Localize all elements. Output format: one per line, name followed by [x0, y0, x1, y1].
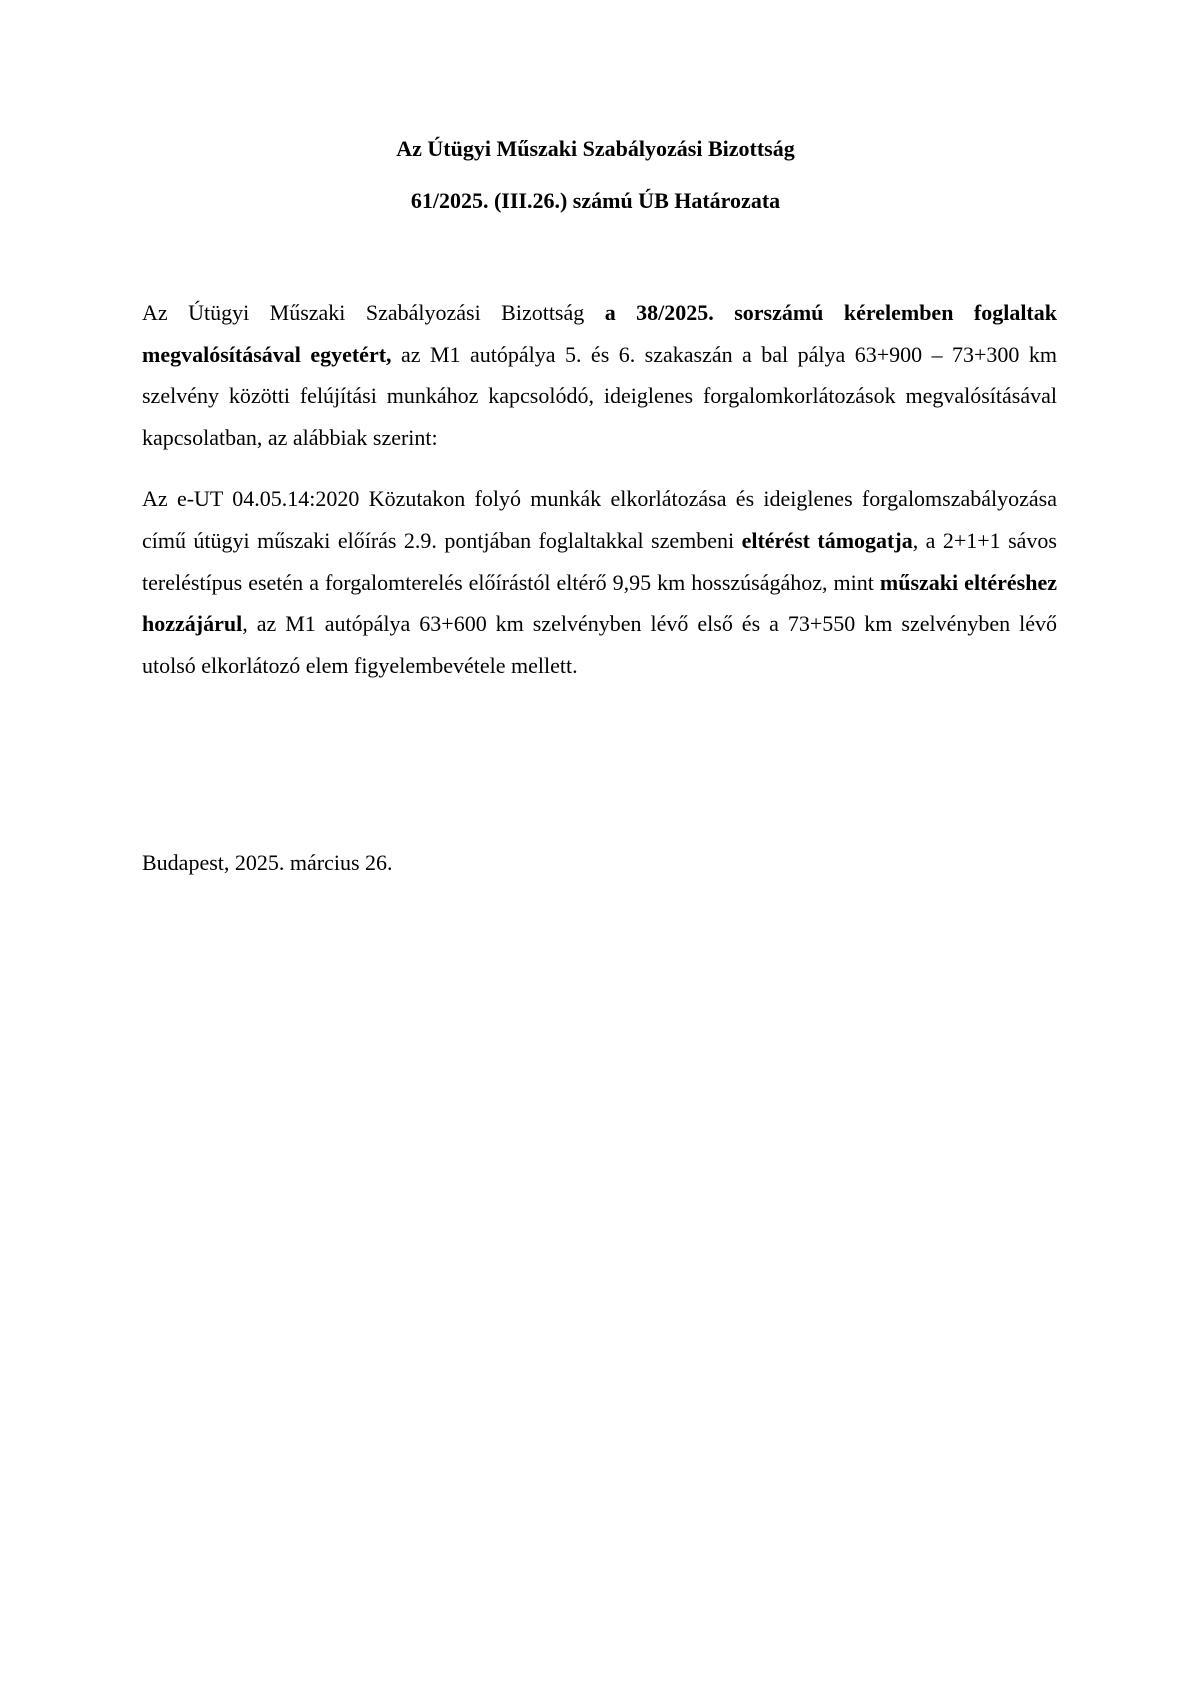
paragraph-decision	[142, 292, 1057, 458]
paragraph-text: , az M1 autópálya 63+600 km szelvényben lévő első és a 73+550 km szelvényben lévő utolsó elkorlátozó elem figyelembevétele mellett.	[142, 611, 1057, 678]
paragraph-text: Az e-UT 04.05.14:2020 Közutakon folyó munkák elkorlátozása és ideiglenes forgalomszabályozása című útügyi műszaki előírás 2.9. pontjában foglaltakkal szembeni	[142, 486, 1057, 553]
document-title	[0, 136, 1191, 214]
document-body	[142, 292, 1057, 686]
bold-text: a 38/2025. sorszámú kérelemben foglaltak megvalósításával egyetért,	[142, 300, 1057, 367]
title-resolution-number: 61/2025. (III.26.) számú ÚB Határozata	[410, 188, 781, 213]
paragraph-text: Az Útügyi Műszaki Szabályozási Bizottság	[142, 300, 605, 325]
title-committee-name: Az Útügyi Műszaki Szabályozási Bizottság	[396, 136, 795, 161]
paragraph-text: az M1 autópálya 5. és 6. szakaszán a bal pálya 63+900 – 73+300 km szelvény közötti felújítási munkához kapcsolódó, ideiglenes forgalomkorlátozások megvalósításával kapcsolatban, az alábbiak szerint:	[142, 341, 1057, 450]
paragraph-text: , a 2+1+1 sávos tereléstípus esetén a forgalomterelés előírástól eltérő 9,95 km hosszúságához, mint	[142, 527, 1057, 595]
bold-text: eltérést támogatja	[741, 527, 913, 553]
bold-text: műszaki eltéréshez hozzájárul	[142, 569, 1058, 637]
paragraph-details	[142, 478, 1057, 686]
place-and-date: Budapest, 2025. március 26.	[142, 850, 393, 875]
